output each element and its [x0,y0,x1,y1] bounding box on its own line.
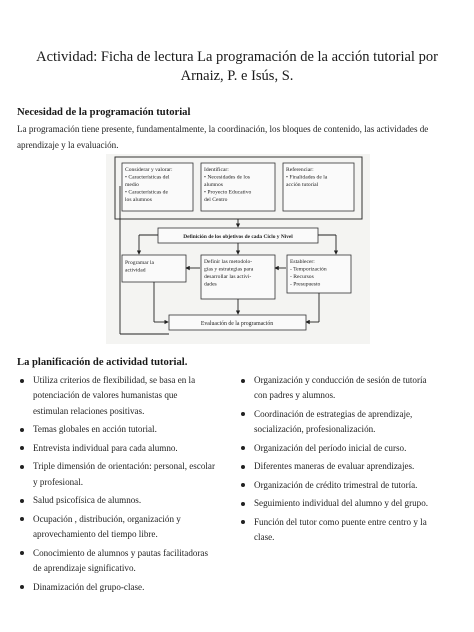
planning-list-right [238,373,438,549]
intro-paragraph: La programación tiene presente, fundamentalmente, la coordinación, los bloques de contenido, las actividades de aprendizaje y la evaluación. [17,124,429,150]
box1-line1: Considerar y valorar: [125,167,173,173]
box6-line1: Establecer: [290,259,315,265]
list-item: Coordinación de estrategias de aprendizaje, socialización, profesionalización. [238,407,438,438]
box6-line3: - Recursos [290,274,314,280]
list-item: Dinamización del grupo-clase. [17,580,215,595]
list-item: Temas globales en acción tutorial. [17,422,215,437]
list-item: Entrevista individual para cada alumno. [17,441,215,456]
box2-line3: alumnos [204,182,223,188]
list-item: Ocupación , distribución, organización y aprovechamiento del tiempo libre. [17,512,215,543]
box3-line1: Referenciar: [286,167,314,173]
section-heading-necesidad: Necesidad de la programación tutorial [17,107,191,118]
box2-line5: del Centro [204,197,228,203]
box1-line3: medio [125,182,139,188]
evaluacion-text: Evaluación de la programación [200,321,274,327]
list-item: Organización del período inicial de curso. [238,441,438,456]
page-title: Actividad: Ficha de lectura La programación de la acción tutorial por Arnaiz, P. e Isús, S. [36,49,438,84]
section-heading-planificacion: La planificación de actividad tutorial. [17,357,188,368]
box2-line4: • Proyecto Educativo [204,189,252,196]
box5-line2: gías y estrategias para [204,266,254,273]
list-item: Seguimiento individual del alumno y del grupo. [238,496,438,511]
box5-line1: Definir las metodolo- [204,259,253,265]
list-item: Organización de crédito trimestral de tutoría. [238,478,438,493]
list-item: Función del tutor como puente entre centro y la clase. [238,515,438,546]
box5-line3: desarrollar las activi- [204,274,252,280]
box3-line3: acción tutorial [286,182,319,188]
box4-line2: actividad [125,267,146,274]
box1-line4: • Características de [125,189,168,196]
box6-line2: - Temporización [290,266,327,273]
box3-line2: • Finalidades de la [286,174,328,181]
box5-line4: dades [204,281,217,288]
box4-line1: Programar la [125,260,155,266]
list-item: Conocimiento de alumnos y pautas facilitadoras de aprendizaje significativo. [17,546,215,577]
box1-line5: los alumnos [125,197,152,203]
list-item: Diferentes maneras de evaluar aprendizajes. [238,459,438,474]
list-item: Salud psicofísica de alumnos. [17,493,215,508]
box2-line2: • Necesidades de los [204,174,250,181]
box2-line1: Identificar: [204,167,229,173]
list-item: Utiliza criterios de flexibilidad, se basa en la potenciación de valores humanistas que estimulan relaciones positivas. [17,373,215,419]
list-item: Triple dimensión de orientación: personal, escolar y profesional. [17,459,215,490]
programming-flow-diagram [106,154,370,344]
box6-line4: - Presupuesto [290,281,321,288]
planning-list-left [17,373,215,598]
definicion-text: Definición de los objetivos de cada Ciclo y Nivel [183,234,293,240]
box1-line2: • Características del [125,174,170,181]
list-item: Organización y conducción de sesión de tutoría con padres y alumnos. [238,373,438,404]
